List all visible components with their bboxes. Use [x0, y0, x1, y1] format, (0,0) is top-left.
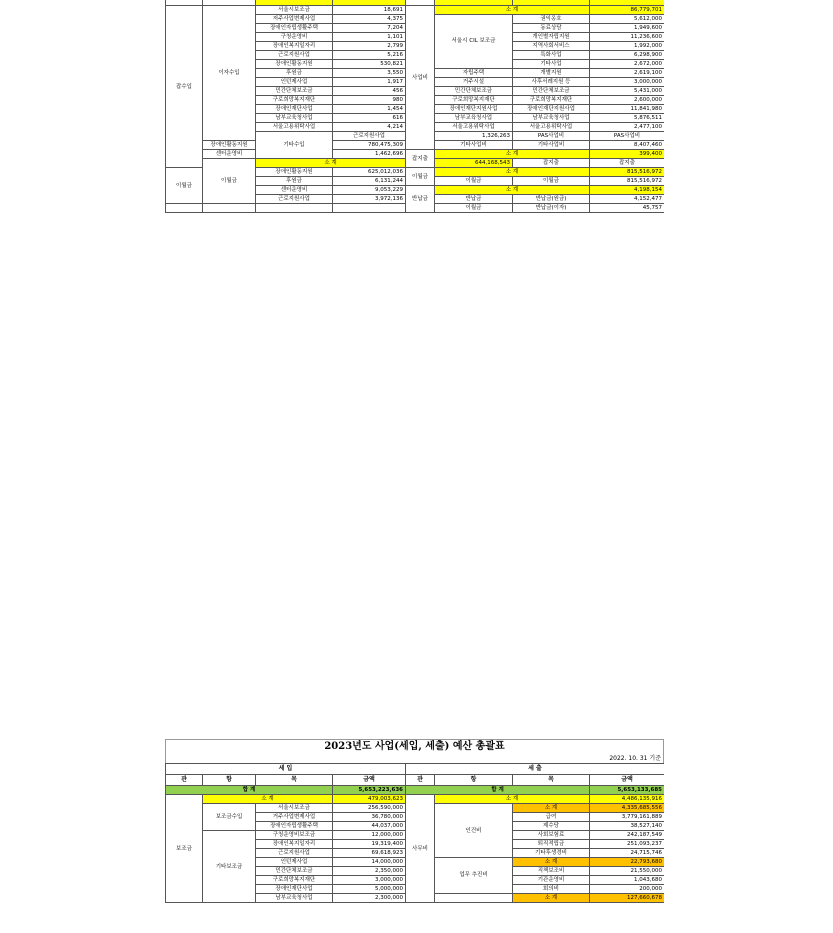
exp-mok-cell: 급여 — [513, 813, 590, 822]
exp-amt-cell: 242,187,549 — [590, 831, 665, 840]
rev-amt-cell: 18,691 — [333, 6, 406, 15]
exp-amt-subtotal: 22,793,680 — [590, 858, 665, 867]
rev-amt-cell: 12,000,000 — [333, 831, 406, 840]
exp-subtotal-label: 소 계 — [435, 6, 590, 15]
rev-mok-cell: 구로희망복지재단 — [256, 96, 333, 105]
rev-gwan-cell: 잡수입 — [166, 6, 203, 168]
carry-mok-cell: 장애인활동지원 — [256, 168, 333, 177]
exp-mok-cell: 장애인재단지원사업 — [513, 105, 590, 114]
exp-hang-cell: 자립주택 — [435, 69, 513, 78]
exp-hang-cell: 기타사업비 — [435, 141, 513, 150]
rev-amt-cell: 5,216 — [333, 51, 406, 60]
ew-hang-cell: 이월금 — [435, 177, 513, 186]
revenue-total-amt: 5,653,223,636 — [333, 786, 406, 795]
exp-mok-subtotal: 소 계 — [513, 804, 590, 813]
rev-amt-cell: 980 — [333, 96, 406, 105]
empty-cell — [203, 204, 256, 213]
exp-amt-cell: 5,612,000 — [590, 15, 665, 24]
exp-amt-cell: 2,672,000 — [590, 60, 665, 69]
carry-gwan-cell: 이월금 — [203, 159, 256, 204]
rev-amt-cell: 1,917 — [333, 78, 406, 87]
exp-amt-cell: 6,298,900 — [590, 51, 665, 60]
exp-amt-cell: 11,841,980 — [590, 105, 665, 114]
empty-cell — [333, 204, 406, 213]
rev-amt-cell: 44,037,000 — [333, 822, 406, 831]
exp-mok-cell: 개별지원 — [513, 69, 590, 78]
exp-amt-cell: 3,779,161,889 — [590, 813, 665, 822]
rev-amt-cell: 1,454 — [333, 105, 406, 114]
rev-amt-cell: 14,000,000 — [333, 858, 406, 867]
revenue-header: 세 입 — [166, 764, 406, 775]
rev-hang-cell: 보조금수입 — [203, 804, 256, 831]
bp-amt-cell: 4,152,477 — [590, 195, 665, 204]
rev-hang-cell: 기타보조금 — [203, 831, 256, 903]
exp-mok-cell: 기관운영비 — [513, 876, 590, 885]
carry-mok-cell: 후원금 — [256, 177, 333, 186]
carry-mok-cell: 센터운영비 — [256, 186, 333, 195]
exp-amt-cell: 8,407,460 — [590, 141, 665, 150]
budget-sheet-continued — [165, 0, 664, 241]
exp-mok-cell: 사후서례지원 등 — [513, 78, 590, 87]
exp-amt-cell: 38,527,140 — [590, 822, 665, 831]
rev-mok-cell: 후원금 — [256, 69, 333, 78]
rev-mok-cell: 장애인복지일자리 — [256, 840, 333, 849]
rev-amt-cell: 4,214 — [333, 123, 406, 132]
bp-hang-cell: 반납금 — [435, 195, 513, 204]
bp-amt-cell: 45,757 — [590, 204, 665, 213]
rev-mok-cell: 남부교육청사업 — [256, 894, 333, 903]
col-mok: 목 — [256, 775, 333, 786]
rev-amt-cell: 2,300,000 — [333, 894, 406, 903]
ew-amt-cell: 815,516,972 — [590, 177, 665, 186]
exp-mok-cell: 제수당 — [513, 822, 590, 831]
exp-hang-cell: 서울고용위탁사업 — [435, 123, 513, 132]
rev-mok-cell: 거주사업변제사업 — [256, 813, 333, 822]
rev-mok-cell: 저주사업변제사업 — [256, 15, 333, 24]
exp-mok-cell: 권익옹호 — [513, 15, 590, 24]
exp-mok-cell: 서울고용위탁사업 — [513, 123, 590, 132]
exp-amt-cell: 21,550,000 — [590, 867, 665, 876]
rev-amt-cell: 3,000,000 — [333, 876, 406, 885]
rev-mok-cell: 서울고용위탁사업 — [256, 123, 333, 132]
exp-amt-cell: 11,236,600 — [590, 33, 665, 42]
exp-mok-cell: 기타사업 — [513, 60, 590, 69]
rev-amt-cell: 4,375 — [333, 15, 406, 24]
exp-amt-cell: 200,000 — [590, 885, 665, 894]
revenue-total-label: 합 계 — [166, 786, 333, 795]
ew-gwan-cell: 이월금 — [406, 168, 435, 186]
carry-amt-cell: 9,053,229 — [333, 186, 406, 195]
exp-amt-cell: 5,876,511 — [590, 114, 665, 123]
rev-mok-cell: 서울시보조금 — [256, 6, 333, 15]
expense-header: 세 출 — [406, 764, 665, 775]
col-gwan: 관 — [166, 775, 203, 786]
exp-hang-cell: 구로희망복지재단 — [435, 96, 513, 105]
rev-mok-cell: 근로지원사업 — [256, 51, 333, 60]
rev-amt-cell: 256,590,000 — [333, 804, 406, 813]
ew-subtotal-amt: 815,516,972 — [590, 168, 665, 177]
exp-hang-cell: 남부교육청사업 — [435, 114, 513, 123]
rev-amt-cell: 36,780,000 — [333, 813, 406, 822]
exp-amt-cell: 1,949,600 — [590, 24, 665, 33]
rev-mok-cell: 장애인자립생활주택 — [256, 24, 333, 33]
sheet-title: 2023년도 사업(세입, 세출) 예산 총괄표 — [165, 739, 664, 754]
rev-mok-cell: 구청운영비보조금 — [256, 831, 333, 840]
exp-amt-cell: 2,619,100 — [590, 69, 665, 78]
carry-amt-cell: 625,012,036 — [333, 168, 406, 177]
rev-mok-cell: 인턴제사업 — [256, 78, 333, 87]
exp-mok-cell: 기타후생경비 — [513, 849, 590, 858]
exp-hang-cell: 민간단체보조금 — [435, 87, 513, 96]
bp-subtotal-label: 소 계 — [435, 186, 590, 195]
rev-amt-cell: 1,462,696 — [333, 150, 406, 159]
rev-mok-cell: 장애인재단사업 — [256, 105, 333, 114]
exp-amt-cell: 1,043,680 — [590, 876, 665, 885]
exp-mok-cell: 구로희망복지재단 — [513, 96, 590, 105]
rev-mok-cell: 근로지원사업 — [333, 132, 406, 141]
jab-subtotal-amt: 399,400 — [590, 150, 665, 159]
rev-amt-cell: 530,821 — [333, 60, 406, 69]
exp-mok-cell: 직책보조비 — [513, 867, 590, 876]
rev-mok-cell: 구청운영비 — [256, 33, 333, 42]
exp-amt-cell: 2,477,100 — [590, 123, 665, 132]
col-amount: 금액 — [333, 775, 406, 786]
exp-hang-cell: 인건비 — [435, 804, 513, 858]
exp-hang-cell: 거주시설 — [435, 78, 513, 87]
exp-amt-subtotal: 4,335,685,556 — [590, 804, 665, 813]
exp-amt-cell: 2,600,000 — [590, 96, 665, 105]
rev-hang-cell: 이자수입 — [203, 6, 256, 141]
rev-amt-cell: 19,319,400 — [333, 840, 406, 849]
rev-amt-cell: 5,000,000 — [333, 885, 406, 894]
bp-gwan-cell: 반납금 — [406, 186, 435, 213]
rev-mok-cell: 장애인재단사업 — [256, 885, 333, 894]
carry-subtotal-amt: 644,168,543 — [435, 159, 513, 168]
empty-cell — [166, 204, 203, 213]
rev-amt-cell: 1,101 — [333, 33, 406, 42]
budget-summary-table — [165, 763, 664, 903]
exp-mok-cell: 기타사업비 — [513, 141, 590, 150]
exp-amt-subtotal: 127,660,678 — [590, 894, 665, 903]
bp-mok-cell: 반납금(이자) — [513, 204, 590, 213]
exp-amt-cell: 5,431,000 — [590, 87, 665, 96]
rev-amt-cell: 7,204 — [333, 24, 406, 33]
rev-amt-cell: 2,799 — [333, 42, 406, 51]
bp-hang-cell: 이월금 — [435, 204, 513, 213]
rev-mok-cell: 장애인복지일자리 — [256, 42, 333, 51]
rev-mok-cell: 민간단체보조금 — [256, 87, 333, 96]
exp-mok-cell: 퇴직적립금 — [513, 840, 590, 849]
rev-amt-cell: 456 — [333, 87, 406, 96]
rev-amt-cell: 1,326,263 — [435, 132, 513, 141]
rev-amt-cell: 780,475,309 — [333, 141, 406, 150]
empty-cell — [256, 204, 333, 213]
exp-mok-cell: 개인별자립지원 — [513, 33, 590, 42]
exp-mok-cell: 민간단체보조금 — [513, 87, 590, 96]
rev-gwan-cell: 보조금 — [166, 795, 203, 903]
carry-hang-cell: 이월금 — [166, 168, 203, 204]
rev-mok-cell: 장애인활동지원 — [256, 60, 333, 69]
exp-amt-cell: 1,992,000 — [590, 42, 665, 51]
carry-amt-cell: 3,972,136 — [333, 195, 406, 204]
rev-subtotal-amt: 479,003,623 — [333, 795, 406, 804]
carry-mok-cell: 근로지원사업 — [256, 195, 333, 204]
bp-subtotal-amt: 4,198,154 — [590, 186, 665, 195]
base-date: 2022. 10. 31 기준 — [165, 754, 664, 763]
exp-subtotal-amt: 86,779,701 — [590, 6, 665, 15]
rev-mok-cell: 장애인자립생활주택 — [256, 822, 333, 831]
col-hang: 항 — [203, 775, 256, 786]
exp-mok-cell: 특화사업 — [513, 51, 590, 60]
exp-mok-subtotal: 소 계 — [513, 858, 590, 867]
jab-hang-cell: 잡지출 — [513, 159, 590, 168]
col-hang: 항 — [435, 775, 513, 786]
exp-mok-cell: 남부교육청사업 — [513, 114, 590, 123]
rev-mok-cell: 남부교육청사업 — [256, 114, 333, 123]
jab-gwan-cell: 잡지출 — [406, 150, 435, 168]
ew-mok-cell: 이월금 — [513, 177, 590, 186]
rev-mok-cell: 서울시보조금 — [256, 804, 333, 813]
exp-mok-cell: 지역사회서비스 — [513, 42, 590, 51]
exp-mok-cell: PAS사업비 — [590, 132, 665, 141]
exp-hang-cell: 장애인재단지원사업 — [435, 105, 513, 114]
col-mok: 목 — [513, 775, 590, 786]
budget-summary-sheet — [165, 739, 664, 933]
rev-subtotal-label: 소 계 — [203, 795, 333, 804]
exp-mok-subtotal: 소 계 — [513, 894, 590, 903]
rev-mok-cell: 구로희망복지재단 — [256, 876, 333, 885]
carry-amt-cell: 6,131,244 — [333, 177, 406, 186]
exp-gwan-cell: 사업비 — [406, 6, 435, 150]
exp-gwan-cell: 사무비 — [406, 795, 435, 903]
exp-amt-cell: 3,000,000 — [590, 78, 665, 87]
rev-mok-cell: 인턴제사업 — [256, 858, 333, 867]
rev-mok-cell: 근로지원사업 — [256, 849, 333, 858]
exp-subtotal-label: 소 계 — [435, 795, 590, 804]
empty-cell — [435, 894, 513, 903]
bp-mok-cell: 반납금(원금) — [513, 195, 590, 204]
jab-mok-cell: 잡지출 — [590, 159, 665, 168]
exp-amt-cell: 24,715,746 — [590, 849, 665, 858]
col-amount: 금액 — [590, 775, 665, 786]
exp-hang-cell: PAS사업비 — [513, 132, 590, 141]
rev-mok-cell: 민간단체보조금 — [256, 867, 333, 876]
jab-subtotal-label: 소 계 — [435, 150, 590, 159]
exp-subtotal-amt: 4,486,135,916 — [590, 795, 665, 804]
exp-amt-cell: 251,093,237 — [590, 840, 665, 849]
expense-total-label: 합 계 — [406, 786, 590, 795]
expense-total-amt: 5,653,133,685 — [590, 786, 665, 795]
rev-amt-cell: 2,350,000 — [333, 867, 406, 876]
rev-amt-cell: 616 — [333, 114, 406, 123]
rev-mok-cell: 센터운영비 — [203, 150, 256, 159]
carry-subtotal-label: 소 계 — [256, 159, 406, 168]
col-gwan: 관 — [406, 775, 435, 786]
exp-mok-cell: 동료상담 — [513, 24, 590, 33]
ew-subtotal-label: 소 계 — [435, 168, 590, 177]
exp-mok-cell: 회의비 — [513, 885, 590, 894]
rev-amt-cell: 3,550 — [333, 69, 406, 78]
budget-table-continued — [165, 0, 664, 213]
rev-mok-cell: 장애인활동지원 — [203, 141, 256, 150]
exp-hang-cell: 서울시 CIL 보조금 — [435, 15, 513, 69]
exp-mok-cell: 사회보험료 — [513, 831, 590, 840]
exp-hang-cell: 업무 추진비 — [435, 858, 513, 894]
rev-hang-cell: 기타수입 — [256, 132, 333, 159]
rev-amt-cell: 69,618,923 — [333, 849, 406, 858]
